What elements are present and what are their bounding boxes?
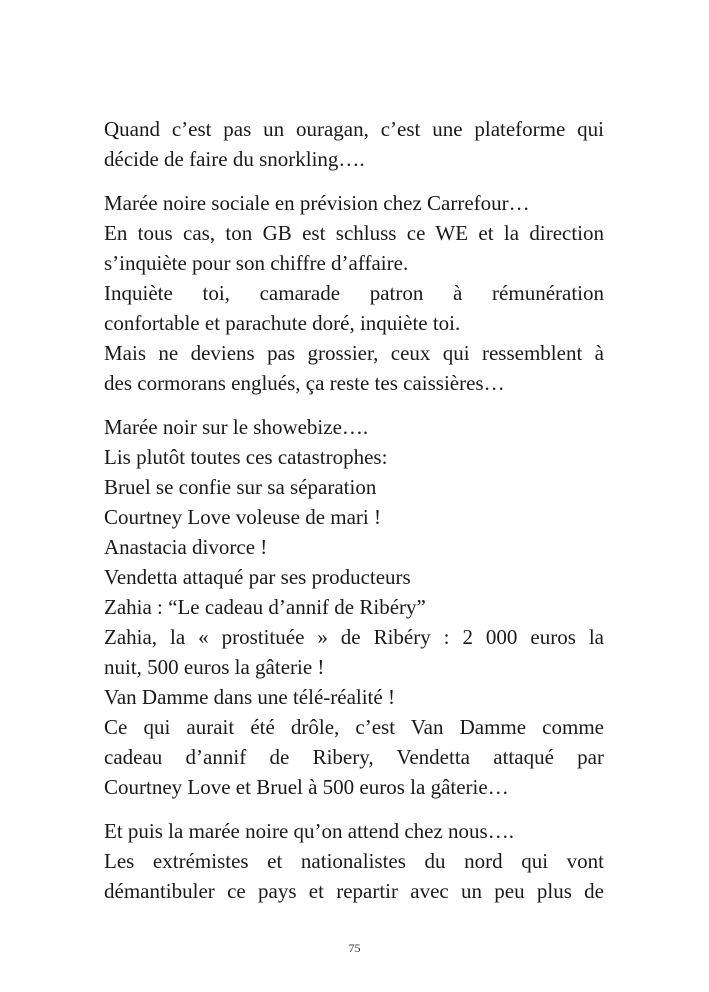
text-line: Mais ne deviens pas grossier, ceux qui ressemblent à [104, 341, 604, 365]
text-line: démantibuler ce pays et repartir avec un peu plus de [104, 879, 604, 903]
text-line: Courtney Love et Bruel à 500 euros la gâterie… [104, 775, 509, 799]
paragraph-2 [104, 188, 604, 398]
text-line: Vendetta attaqué par ses producteurs [104, 565, 411, 589]
text-line: s’inquiète pour son chiffre d’affaire. [104, 251, 409, 275]
text-line: des cormorans englués, ça reste tes caissières… [104, 371, 505, 395]
paragraph-4 [104, 816, 604, 906]
text-line: Ce qui aurait été drôle, c’est Van Damme comme [104, 715, 604, 739]
text-line: Marée noire sociale en prévision chez Carrefour… [104, 191, 530, 215]
text-line: Van Damme dans une télé-réalité ! [104, 685, 395, 709]
text-line: Zahia : “Le cadeau d’annif de Ribéry” [104, 595, 426, 619]
text-line: Inquiète toi, camarade patron à rémunération [104, 281, 604, 305]
text-line: Et puis la marée noire qu’on attend chez nous…. [104, 819, 514, 843]
paragraph-3 [104, 412, 604, 802]
text-line: nuit, 500 euros la gâterie ! [104, 655, 325, 679]
body-text [104, 114, 604, 906]
text-line: Les extrémistes et nationalistes du nord qui vont [104, 849, 604, 873]
paragraph-1 [104, 114, 604, 174]
text-line: Zahia, la « prostituée » de Ribéry : 2 000 euros la [104, 625, 604, 649]
text-line: Anastacia divorce ! [104, 535, 268, 559]
text-line: Bruel se confie sur sa séparation [104, 475, 377, 499]
page-number: 75 [348, 941, 361, 955]
text-line: Lis plutôt toutes ces catastrophes: [104, 445, 388, 469]
text-line: Quand c’est pas un ouragan, c’est une plateforme qui [104, 117, 604, 141]
text-line: Courtney Love voleuse de mari ! [104, 505, 381, 529]
text-line: Marée noir sur le showebize…. [104, 415, 369, 439]
text-line: cadeau d’annif de Ribery, Vendetta attaqué par [104, 745, 604, 769]
text-line: confortable et parachute doré, inquiète toi. [104, 311, 461, 335]
text-line: décide de faire du snorkling…. [104, 147, 365, 171]
text-line: En tous cas, ton GB est schluss ce WE et la direction [104, 221, 604, 245]
